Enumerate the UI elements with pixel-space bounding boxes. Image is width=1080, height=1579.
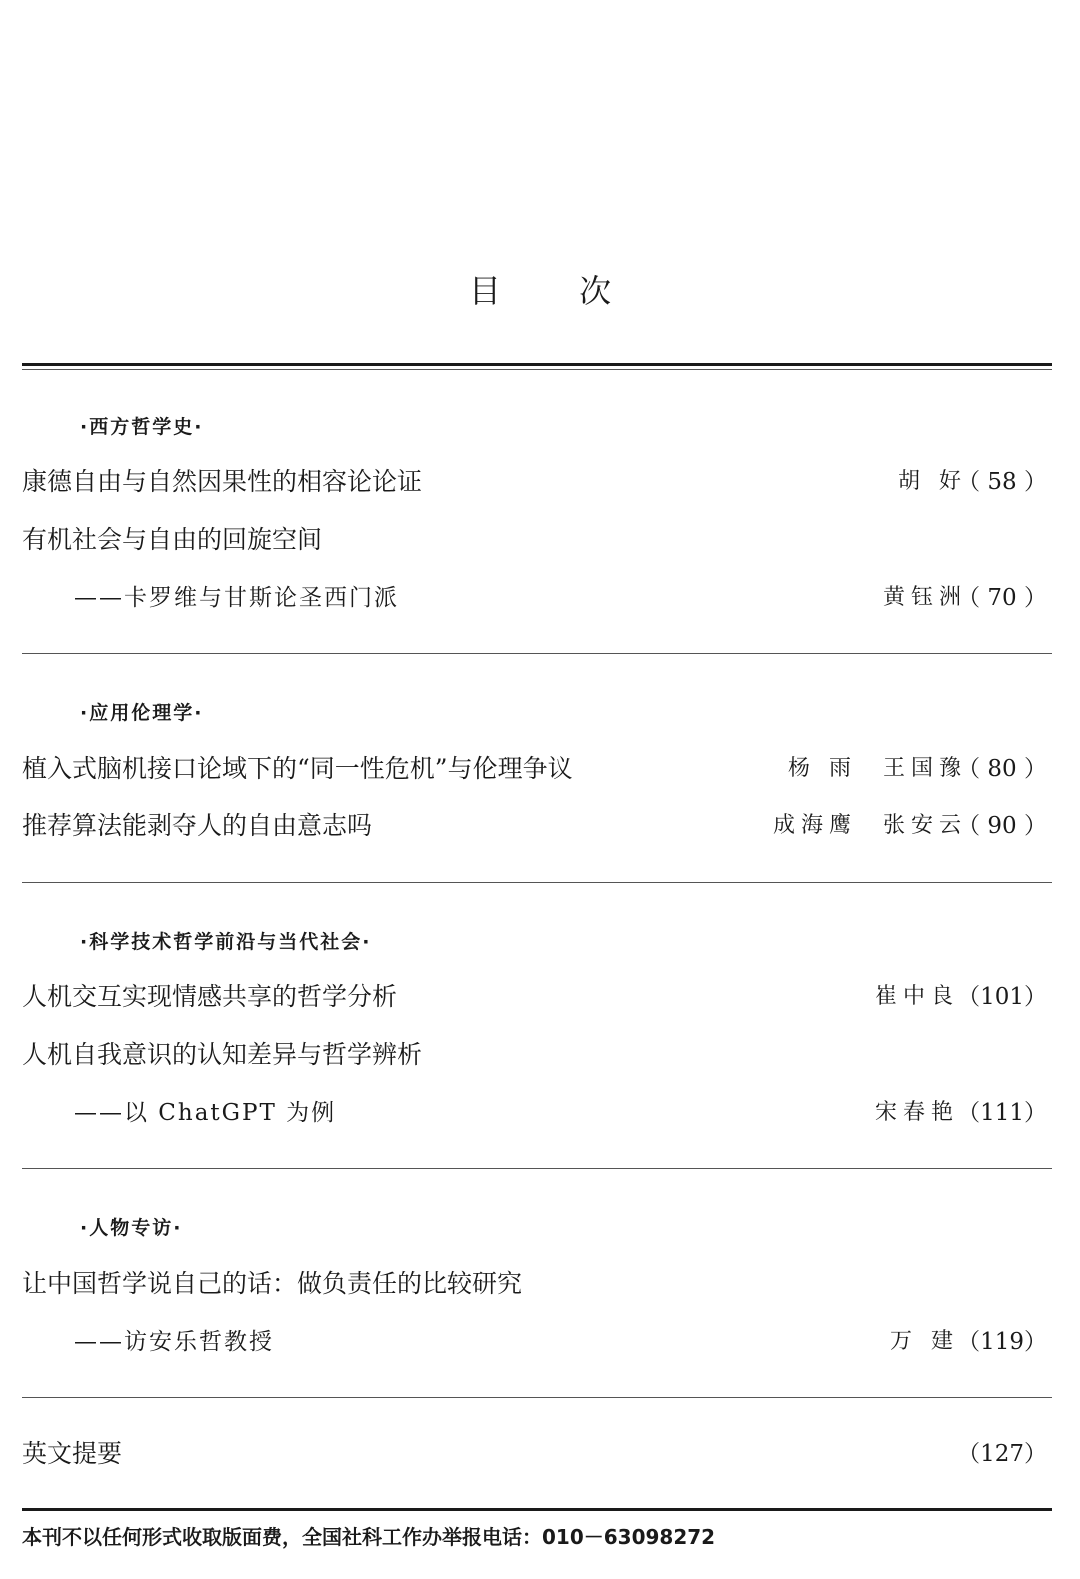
section-divider bbox=[22, 653, 1052, 654]
author: 崔中良 bbox=[874, 984, 959, 1009]
toc-entry[interactable] bbox=[22, 977, 1047, 1017]
author: 胡 好 bbox=[898, 469, 967, 494]
author: 王国豫 bbox=[882, 756, 967, 781]
entry-title: 康德自由与自然因果性的相容论论证 bbox=[22, 467, 423, 496]
entry-subtitle: ——以 ChatGPT 为例 bbox=[74, 1100, 337, 1126]
author: 宋春艳 bbox=[874, 1100, 959, 1125]
section-divider bbox=[22, 1397, 1052, 1398]
entry-authors bbox=[788, 749, 967, 789]
entry-title: 人机自我意识的认知差异与哲学辨析 bbox=[22, 1040, 423, 1069]
page-number: （ 90 ） bbox=[957, 813, 1047, 839]
entry-subtitle: ——卡罗维与甘斯论圣西门派 bbox=[74, 585, 399, 611]
section-heading: ·科学技术哲学前沿与当代社会· bbox=[80, 931, 372, 953]
page-number: （101） bbox=[957, 984, 1047, 1010]
toc-entry[interactable] bbox=[22, 462, 1047, 502]
entry-authors bbox=[890, 1322, 959, 1362]
toc-entry-subtitle-row bbox=[22, 578, 1047, 618]
entry-title: 有机社会与自由的回旋空间 bbox=[22, 525, 323, 554]
bottom-rule bbox=[22, 1508, 1052, 1511]
toc-entry-subtitle-row bbox=[22, 1093, 1047, 1133]
page-number: （ 70 ） bbox=[957, 585, 1047, 611]
section-heading: ·应用伦理学· bbox=[80, 702, 204, 724]
section-heading: ·西方哲学史· bbox=[80, 416, 204, 438]
toc-entry[interactable] bbox=[22, 1035, 1047, 1075]
entry-subtitle: ——访安乐哲教授 bbox=[74, 1329, 274, 1355]
section-heading: ·人物专访· bbox=[80, 1217, 183, 1239]
entry-title: 植入式脑机接口论域下的“同一性危机”与伦理争议 bbox=[22, 754, 573, 783]
section-divider bbox=[22, 882, 1052, 883]
page-number: （119） bbox=[957, 1329, 1047, 1355]
toc-entry-english-abstract[interactable] bbox=[22, 1434, 1047, 1474]
entry-title: 人机交互实现情感共享的哲学分析 bbox=[22, 982, 398, 1011]
page-number: （127） bbox=[957, 1441, 1047, 1467]
toc-entry[interactable] bbox=[22, 806, 1047, 846]
entry-authors bbox=[875, 977, 959, 1017]
toc-entry[interactable] bbox=[22, 749, 1047, 789]
toc-entry[interactable] bbox=[22, 520, 1047, 560]
top-rule-inner bbox=[22, 369, 1052, 370]
page-number: （111） bbox=[957, 1100, 1047, 1126]
page-number: （ 58 ） bbox=[957, 469, 1047, 495]
entry-title: 推荐算法能剥夺人的自由意志吗 bbox=[22, 811, 373, 840]
author: 万 建 bbox=[890, 1329, 959, 1354]
entry-title: 英文提要 bbox=[22, 1439, 123, 1468]
entry-title: 让中国哲学说自己的话：做负责任的比较研究 bbox=[22, 1269, 523, 1298]
page-number: （ 80 ） bbox=[957, 756, 1047, 782]
section-divider bbox=[22, 1168, 1052, 1169]
entry-authors bbox=[875, 1093, 959, 1133]
footer-notice: 本刊不以任何形式收取版面费，全国社科工作办举报电话：010－63098272 bbox=[22, 1525, 716, 1549]
toc-entry[interactable] bbox=[22, 1264, 1047, 1304]
author: 张安云 bbox=[882, 813, 967, 838]
entry-authors bbox=[773, 806, 967, 846]
page-title: 目 次 bbox=[468, 272, 646, 310]
toc-entry-subtitle-row bbox=[22, 1322, 1047, 1362]
entry-authors bbox=[883, 578, 967, 618]
author: 黄钰洲 bbox=[882, 585, 967, 610]
author: 杨 雨 bbox=[787, 756, 857, 781]
author: 成海鹰 bbox=[772, 813, 857, 838]
top-rule bbox=[22, 363, 1052, 366]
